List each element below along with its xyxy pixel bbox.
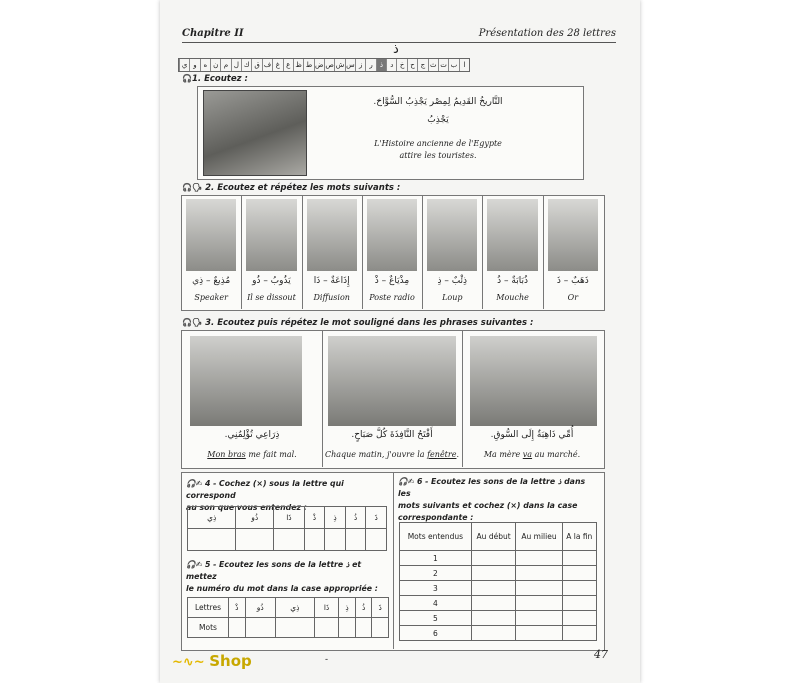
s4-letter-cell: ذَا xyxy=(274,507,305,529)
s6-row-number: 2 xyxy=(400,566,472,581)
alphabet-letter: ك xyxy=(241,59,251,71)
section-1-box xyxy=(197,86,584,180)
alphabet-letter: ر xyxy=(365,59,375,71)
vocab-card xyxy=(543,196,603,309)
alphabet-letter: ج xyxy=(417,59,427,71)
s5-letter-cell: ذِ xyxy=(339,598,356,618)
alphabet-letter: م xyxy=(220,59,230,71)
s6-answer-cell[interactable] xyxy=(562,566,596,581)
s5-answer-cell[interactable] xyxy=(314,618,339,638)
alphabet-letter: س xyxy=(346,61,355,69)
s5-answer-cell[interactable] xyxy=(372,618,389,638)
s4-answer-cell[interactable] xyxy=(236,529,274,551)
s1-arabic-sentence: التَّاريخُ القَدِيمُ لِمِصْر يَجْذِبُ السُّوَّاحَ. xyxy=(373,97,503,107)
shop-logo: ~∿~ Shop xyxy=(172,652,252,670)
divider xyxy=(322,330,323,467)
alphabet-letter: ت xyxy=(438,59,448,71)
section-3-title: 🎧🗣 3. Ecoutez puis répétez le mot souligné dans les phrases suivantes : xyxy=(182,318,534,328)
vocab-arabic: مُذِيعٌ – ذِي xyxy=(192,276,231,286)
table-row xyxy=(400,596,597,611)
vocab-card xyxy=(422,196,483,309)
alphabet-letter: ز xyxy=(355,59,365,71)
s6-answer-cell[interactable] xyxy=(471,566,516,581)
alphabet-letter: ص xyxy=(325,61,334,69)
alphabet-letter: ف xyxy=(262,59,272,71)
headphones-icon: 🎧✍ xyxy=(186,560,205,569)
vocab-arabic: إِذَاعَةٌ – ذَا xyxy=(313,276,350,286)
s6-row-number: 4 xyxy=(400,596,472,611)
s6-answer-cell[interactable] xyxy=(516,566,562,581)
alphabet-letter: ن xyxy=(210,59,220,71)
s4-answer-cell[interactable] xyxy=(188,529,236,551)
vocab-card xyxy=(241,196,302,309)
headphones-icon: 🎧 xyxy=(182,74,192,83)
vocab-card xyxy=(482,196,543,309)
s5-answer-cell[interactable] xyxy=(245,618,275,638)
alphabet-letter: ح xyxy=(407,59,417,71)
s4-answer-cell[interactable] xyxy=(366,529,387,551)
s3-french-3: Ma mère va au marché. xyxy=(483,450,581,459)
s4-letter-cell: ذِي xyxy=(188,507,236,529)
street-image xyxy=(470,336,597,426)
alphabet-letter: ض xyxy=(315,61,324,69)
alphabet-strip xyxy=(178,58,470,72)
table-row xyxy=(400,611,597,626)
boy-arm-image xyxy=(190,336,302,426)
s6-header-cell: Mots entendus xyxy=(400,523,472,551)
s5-letter-cell: ذَا xyxy=(314,598,339,618)
s6-answer-cell[interactable] xyxy=(562,551,596,566)
alphabet-letter: غ xyxy=(272,59,282,71)
vocab-card xyxy=(181,196,242,309)
s3-french-1: Mon bras me fait mal. xyxy=(207,450,297,459)
s5-answer-cell[interactable] xyxy=(339,618,356,638)
vocab-arabic: مِذْيَاعٌ – ذْ xyxy=(374,276,410,286)
s6-answer-cell[interactable] xyxy=(562,626,596,641)
s5-letter-cell: ذُ xyxy=(355,598,372,618)
table-row xyxy=(400,626,597,641)
vocab-image xyxy=(427,199,477,271)
vocab-image xyxy=(487,199,537,271)
alphabet-letter: و xyxy=(189,59,199,71)
table-row xyxy=(400,581,597,596)
vocab-french: Mouche xyxy=(496,293,529,302)
vocab-arabic: ذِئْبٌ – ذِ xyxy=(437,276,468,286)
s6-header-cell: Au début xyxy=(471,523,516,551)
s1-french-line-1: L'Histoire ancienne de l'Egypte xyxy=(374,139,502,148)
alphabet-letter: خ xyxy=(396,59,406,71)
page-header xyxy=(182,28,616,43)
s6-row-number: 6 xyxy=(400,626,472,641)
headphones-icon: 🎧✍ xyxy=(398,477,417,486)
alphabet-letter: ذ xyxy=(376,59,386,71)
table-row xyxy=(400,566,597,581)
chapter-label: Chapitre II xyxy=(182,28,244,39)
vocab-arabic: ذُبَابَةٌ – ذُ xyxy=(497,276,528,286)
s6-answer-cell[interactable] xyxy=(471,611,516,626)
s6-answer-cell[interactable] xyxy=(516,596,562,611)
vocab-arabic: ذَهَبٌ – ذَ xyxy=(556,276,589,286)
s3-arabic-3: أُمِّي ذَاهِبَةٌ إِلَى السُّوقِ. xyxy=(490,430,574,440)
s6-answer-cell[interactable] xyxy=(516,581,562,596)
vocab-french: Poste radio xyxy=(369,293,415,302)
alphabet-letter: ل xyxy=(231,59,241,71)
alphabet-letter: ق xyxy=(251,59,261,71)
alphabet-letter: ي xyxy=(179,59,189,71)
s6-answer-cell[interactable] xyxy=(516,626,562,641)
s6-answer-cell[interactable] xyxy=(471,581,516,596)
vocab-french: Loup xyxy=(442,293,463,302)
swirl-icon: ~∿~ xyxy=(172,655,210,670)
s4-answer-cell[interactable] xyxy=(274,529,305,551)
headphones-icon: 🎧✍ xyxy=(186,479,205,488)
section-1-title: 🎧1. Ecoutez : xyxy=(182,74,248,84)
alphabet-letter: ش xyxy=(335,61,345,69)
s5-answer-cell[interactable] xyxy=(355,618,372,638)
s5-letter-cell: ذْ xyxy=(229,598,246,618)
section-2-title: 🎧🗣 2. Ecoutez et répétez les mots suivants : xyxy=(182,183,401,193)
s6-answer-cell[interactable] xyxy=(516,611,562,626)
s6-header-cell: A la fin xyxy=(562,523,596,551)
s4-letter-cell: ذُو xyxy=(236,507,274,529)
section-6-title: 🎧✍ 6 - Ecoutez les sons de la lettre ذ dans les mots suivants et cochez (×) dans la case correspondante : xyxy=(398,477,586,522)
vocab-french: Or xyxy=(567,293,579,302)
headphones-icon: 🎧🗣 xyxy=(182,183,203,192)
vocab-image xyxy=(307,199,357,271)
alphabet-letter: ب xyxy=(448,59,458,71)
s5-answer-cell[interactable] xyxy=(229,618,246,638)
vocab-french: Speaker xyxy=(194,293,228,302)
s6-header-cell: Au milieu xyxy=(516,523,562,551)
vocab-french: Il se dissout xyxy=(247,293,296,302)
s6-answer-cell[interactable] xyxy=(562,581,596,596)
s1-french-line-2: attire les touristes. xyxy=(399,151,477,160)
vocab-card xyxy=(302,196,363,309)
s6-answer-cell[interactable] xyxy=(471,626,516,641)
s5-row-label: Lettres xyxy=(188,598,229,618)
s5-row-label: Mots xyxy=(188,618,229,638)
alphabet-letter: ه xyxy=(200,59,210,71)
vocab-arabic: يَذُوبُ – ذُو xyxy=(252,276,291,286)
alphabet-letter: ط xyxy=(303,59,313,71)
vocab-image xyxy=(246,199,296,271)
vocab-card xyxy=(362,196,423,309)
s4-answer-cell[interactable] xyxy=(325,529,346,551)
divider xyxy=(393,472,394,649)
s6-answer-cell[interactable] xyxy=(471,551,516,566)
table-row xyxy=(400,551,597,566)
s6-answer-cell[interactable] xyxy=(562,596,596,611)
s6-table xyxy=(399,522,597,641)
s6-row-number: 1 xyxy=(400,551,472,566)
s5-letter-cell: ذَ xyxy=(372,598,389,618)
s6-answer-cell[interactable] xyxy=(471,596,516,611)
s6-answer-cell[interactable] xyxy=(516,551,562,566)
page-number: 47 xyxy=(594,648,608,661)
s4-letter-cell: ذُ xyxy=(345,507,366,529)
section-4-title: 🎧✍ 4 - Cochez (×) sous la lettre qui correspond au son que vous entendez : xyxy=(186,479,344,512)
footer-dash: - xyxy=(325,655,329,665)
s5-table xyxy=(187,597,389,638)
s5-letter-cell: ذِي xyxy=(275,598,314,618)
s3-arabic-2: أَفْتَحُ النَّافِذَةَ كُلَّ صَبَاحٍ. xyxy=(351,430,433,440)
s6-row-number: 3 xyxy=(400,581,472,596)
alphabet-letter: ع xyxy=(283,59,293,71)
alphabet-letter: ا xyxy=(459,59,469,71)
s4-letter-cell: ذِ xyxy=(325,507,346,529)
section-label: Présentation des 28 lettres xyxy=(478,28,616,39)
s4-answer-cell[interactable] xyxy=(304,529,325,551)
s5-letter-cell: ذُو xyxy=(245,598,275,618)
s4-answer-cell[interactable] xyxy=(345,529,366,551)
egypt-ruins-photo xyxy=(203,90,307,176)
s6-answer-cell[interactable] xyxy=(562,611,596,626)
alphabet-letter: د xyxy=(386,59,396,71)
s4-table xyxy=(187,506,387,551)
s5-answer-cell[interactable] xyxy=(275,618,314,638)
s4-letter-cell: ذْ xyxy=(304,507,325,529)
vocab-image xyxy=(548,199,598,271)
s4-letter-cell: ذَ xyxy=(366,507,387,529)
headphones-icon: 🎧🗣 xyxy=(182,318,203,327)
vocab-french: Diffusion xyxy=(313,293,350,302)
s6-row-number: 5 xyxy=(400,611,472,626)
vocab-image xyxy=(186,199,236,271)
alphabet-letter: ظ xyxy=(293,59,303,71)
s1-arabic-word: يَجْذِبُ xyxy=(427,115,449,125)
s3-arabic-1: ذِرَاعِي تُؤْلِمُنِي. xyxy=(224,430,280,440)
alphabet-letter: ث xyxy=(428,59,438,71)
window-image xyxy=(328,336,456,426)
section-5-title: 🎧✍ 5 - Ecoutez les sons de la lettre ذ et mettez le numéro du mot dans la case appropriée : xyxy=(186,560,378,593)
s3-french-2: Chaque matin, j'ouvre la fenêtre. xyxy=(324,450,459,459)
vocab-image xyxy=(367,199,417,271)
divider xyxy=(462,330,463,467)
featured-letter: ذ xyxy=(393,42,399,57)
